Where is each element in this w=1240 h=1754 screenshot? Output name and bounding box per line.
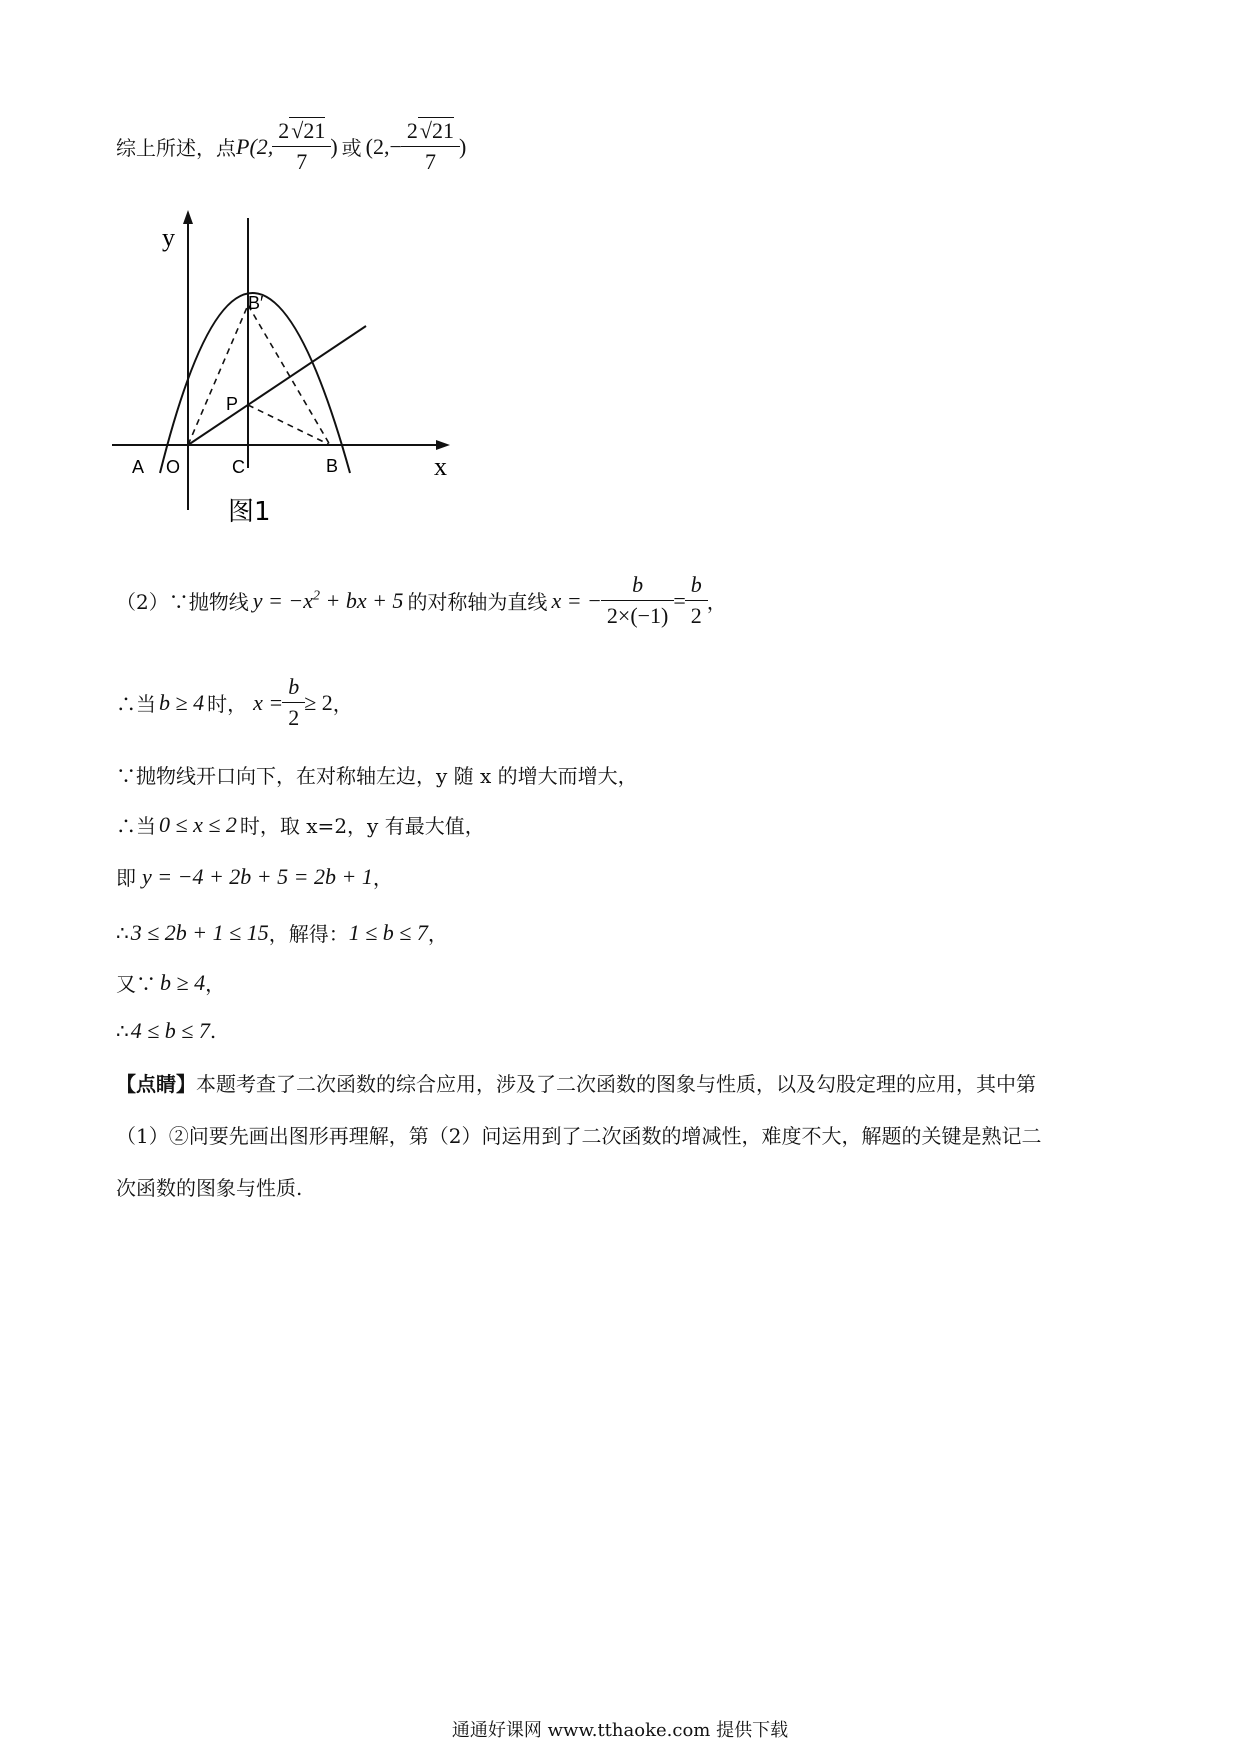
close-1: ): [330, 133, 338, 159]
label-a: A: [132, 457, 145, 477]
p2l1-b: 的对称轴为直线: [407, 590, 548, 614]
part2-line-8: [116, 1018, 216, 1044]
p2l3: ∵抛物线开口向下，在对称轴左边，y 随 x 的增大而增大，: [116, 764, 638, 788]
p2l7-end: ，: [205, 972, 226, 996]
p2l6-eq: 3 ≤ 2b + 1 ≤ 15: [130, 919, 269, 945]
p2l5-a: 即: [116, 866, 136, 890]
fraction-1: [275, 118, 328, 175]
p2l1-eq: [253, 588, 404, 614]
part2-line-3: [116, 760, 638, 789]
summary-line: [116, 118, 466, 175]
p2l1-fden: 2×(−1): [601, 600, 674, 629]
x-axis-arrow: [436, 440, 450, 450]
p2l4-b: 时，取 x=2，y 有最大值，: [239, 814, 485, 838]
label-b-prime: B′: [248, 293, 264, 313]
figure-caption: 图1: [228, 497, 271, 527]
p2l4-a: ∴当: [116, 814, 156, 838]
p2l1-eq2-text: + bx + 5: [319, 587, 404, 613]
p2l1-frac2: [688, 572, 705, 629]
label-o: O: [166, 457, 181, 477]
page-footer: 通通好课网 www.tthaoke.com 提供下载: [451, 1720, 789, 1741]
frac1-num: 2: [278, 118, 290, 143]
p2l2-fden: 2: [282, 702, 305, 731]
open-2: (2,−: [365, 133, 402, 159]
frac1-den: 7: [272, 146, 331, 175]
y-axis-arrow: [183, 210, 193, 224]
label-x: x: [434, 452, 447, 481]
p2l2-a: ∴当: [116, 692, 156, 716]
p2l1-end: ，: [706, 590, 727, 614]
p2l2-end: ，: [332, 692, 353, 716]
p2l1-sup: 2: [312, 588, 320, 604]
label-y: y: [162, 223, 175, 252]
p2l6-a: ∴: [116, 920, 129, 945]
p2l8-a: ∴: [116, 1019, 129, 1043]
comment-tag: 【点睛】: [116, 1072, 196, 1096]
p2l7-eq: b ≥ 4: [160, 969, 206, 995]
p2l2-x: x =: [253, 689, 284, 715]
or-text: 或: [341, 136, 362, 160]
part2-line-7: [116, 968, 225, 997]
label-b: B: [326, 456, 339, 476]
p2l2-fnum: b: [288, 674, 300, 699]
frac1-sqrt: √21: [291, 118, 326, 143]
summary-prefix: 综上所述，点: [116, 136, 236, 160]
part2-line-6: [116, 918, 448, 947]
label-p: P: [226, 394, 239, 414]
p2l2-ge: ≥ 2: [304, 689, 333, 715]
frac2-den: 7: [401, 146, 460, 175]
fraction-2: [404, 118, 457, 175]
part2-line-1: [116, 572, 727, 629]
p2l1-f2num: b: [690, 572, 702, 597]
p2l2-cond: b ≥ 4: [159, 689, 205, 715]
comment-text-2: （1）②问要先画出图形再理解，第（2）问运用到了二次函数的增减性，难度不大，解题的关键是熟记二: [116, 1124, 1042, 1148]
p2l6-eq2: 1 ≤ b ≤ 7: [348, 919, 428, 945]
figure-1-diagram: [100, 208, 480, 538]
point-label: P(2,: [236, 133, 274, 159]
line-op: [188, 326, 366, 445]
part2-line-2: [116, 674, 353, 731]
dashed-p-b: [248, 405, 330, 445]
p2l6-b: ，解得：: [268, 922, 349, 946]
p2l1-eq-text: y = −x: [252, 587, 313, 613]
comment-text-3: 次函数的图象与性质.: [116, 1176, 303, 1200]
part2-line-4: [116, 810, 485, 839]
p2l1-frac1: [604, 572, 671, 629]
comment-line-3: [116, 1172, 302, 1201]
p2l8-eq: 4 ≤ b ≤ 7: [130, 1018, 210, 1043]
p2l6-end: ，: [427, 922, 448, 946]
frac2-sqrt: √21: [419, 118, 454, 143]
comment-line-1: [116, 1068, 1036, 1097]
p2l1-fnum: b: [632, 572, 644, 597]
label-c: C: [232, 457, 245, 477]
p2l5-eq: y = −4 + 2b + 5 = 2b + 1: [142, 863, 373, 889]
p2l1-eqs: =: [673, 587, 686, 613]
part2-line-5: [116, 862, 393, 891]
frac2-num: 2: [406, 118, 418, 143]
p2l7-a: 又∵: [116, 972, 156, 996]
p2l1-f2den: 2: [685, 600, 708, 629]
p2l1-x: x = −: [551, 587, 602, 613]
p2l4-cond: 0 ≤ x ≤ 2: [159, 811, 237, 837]
p2l2-frac: [285, 674, 302, 731]
comment-line-2: [116, 1120, 1041, 1149]
p2l2-b: 时，: [207, 692, 248, 716]
comment-text-1: 本题考查了二次函数的综合应用，涉及了二次函数的图象与性质，以及勾股定理的应用，其中第: [196, 1072, 1036, 1096]
p2l1-a: （2）∵抛物线: [116, 590, 249, 614]
close-2: ): [458, 133, 467, 159]
p2l5-end: ，: [372, 866, 393, 890]
p2l8-end: .: [209, 1019, 217, 1043]
